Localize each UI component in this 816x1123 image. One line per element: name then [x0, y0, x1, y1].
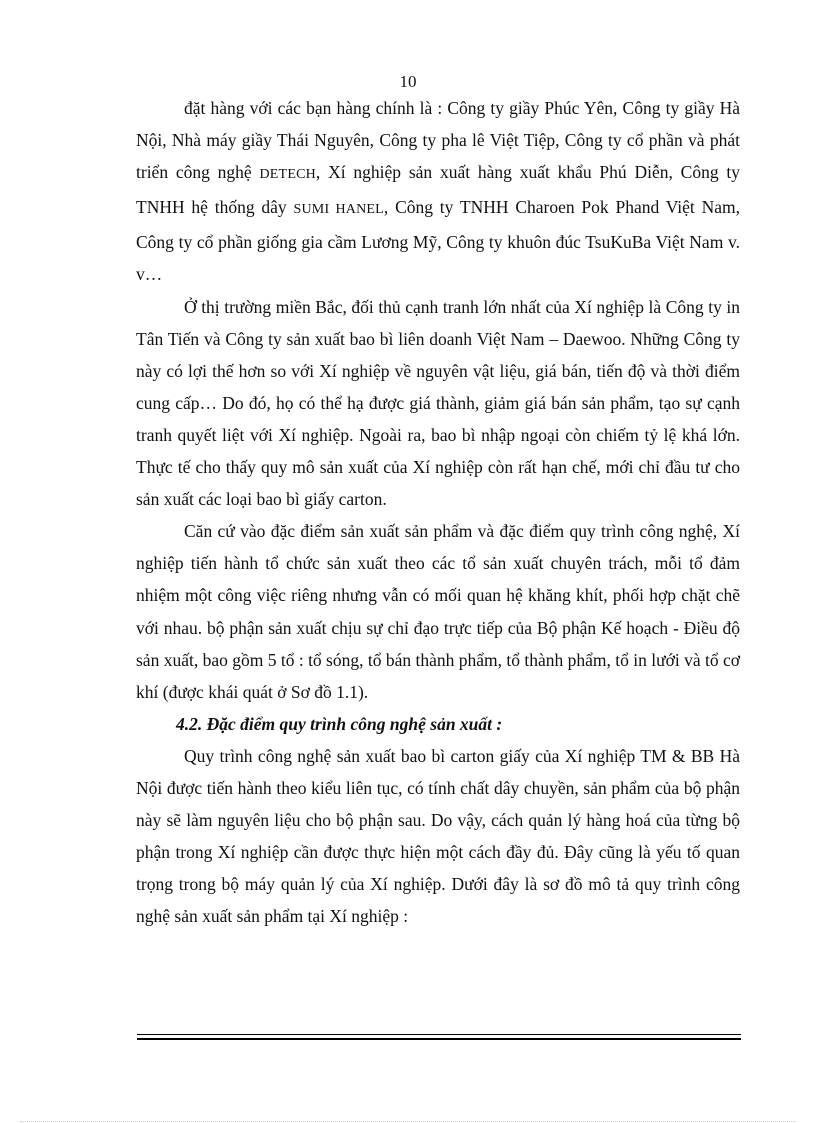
company-sumi-hanel: SUMI HANEL [293, 202, 384, 218]
document-body [136, 92, 740, 932]
paragraph-process: Quy trình công nghệ sản xuất bao bì carton giấy của Xí nghiệp TM & BB Hà Nội được tiến hành theo kiểu liên tục, có tính chất dây chuyền, sản phẩm của bộ phận này sẽ làm nguyên liệu cho bộ phận sau. Do vậy, cách quản lý hàng hoá của từng bộ phận trong Xí nghiệp cần được thực hiện một cách đầy đủ. Đây cũng là yếu tố quan trọng trong bộ máy quản lý của Xí nghiệp. Dưới đây là sơ đồ mô tả quy trình công nghệ sản xuất sản phẩm tại Xí nghiệp : [136, 745, 740, 927]
section-heading: 4.2. Đặc điểm quy trình công nghệ sản xuất : [176, 713, 503, 734]
page-number: 10 [399, 72, 417, 91]
footer-rule-thick [137, 1038, 741, 1040]
footer-rule-thin [137, 1034, 741, 1035]
page-bottom-border [20, 1121, 796, 1122]
customers-text-c: , Công ty TNHH Charoen Pok Phand Việt Nam, Công ty cổ phần giống gia cầm Lương Mỹ, Công ty khuôn đúc TsuKuBa Việt Nam v. v… [136, 197, 740, 285]
paragraph-competitors: Ở thị trường miền Bắc, đối thủ cạnh tranh lớn nhất của Xí nghiệp là Công ty in Tân Tiến và Công ty sản xuất bao bì liên doanh Việt Nam – Daewoo. Những Công ty này có lợi thế hơn so với Xí nghiệp về nguyên vật liệu, giá bán, tiến độ và thời điểm cung cấp… Do đó, họ có thể hạ được giá thành, giảm giá bán sản phẩm, tạo sự cạnh tranh quyết liệt với Xí nghiệp. Ngoài ra, bao bì nhập ngoại còn chiếm tỷ lệ khá lớn. Thực tế cho thấy quy mô sản xuất của Xí nghiệp còn rất hạn chế, mới chỉ đầu tư cho sản xuất các loại bao bì giấy carton. [136, 296, 740, 510]
customers-text-b: , Xí nghiệp sản xuất hàng xuất khẩu Phú Diễn, Công ty TNHH hệ thống dây [136, 162, 740, 218]
paragraph-customers [136, 92, 740, 291]
paragraph-organization: Căn cứ vào đặc điểm sản xuất sản phẩm và đặc điểm quy trình công nghệ, Xí nghiệp tiến hành tổ chức sản xuất theo các tổ sản xuất chuyên trách, mỗi tổ đảm nhiệm một công việc riêng nhưng vẫn có mối quan hệ khăng khít, phối hợp chặt chẽ với nhau. bộ phận sản xuất chịu sự chỉ đạo trực tiếp của Bộ phận Kế hoạch - Điều độ sản xuất, bao gồm 5 tổ : tổ sóng, tổ bán thành phẩm, tổ thành phẩm, tổ in lưới và tổ cơ khí (được khái quát ở Sơ đồ 1.1). [136, 521, 740, 702]
customers-text-a: đặt hàng với các bạn hàng chính là : Công ty giầy Phúc Yên, Công ty giầy Hà Nội, Nhà máy giầy Thái Nguyên, Công ty pha lê Việt Tiệp, Công ty cổ phần và phát triển công nghệ [136, 98, 740, 183]
company-detech: DETECH [259, 167, 316, 183]
